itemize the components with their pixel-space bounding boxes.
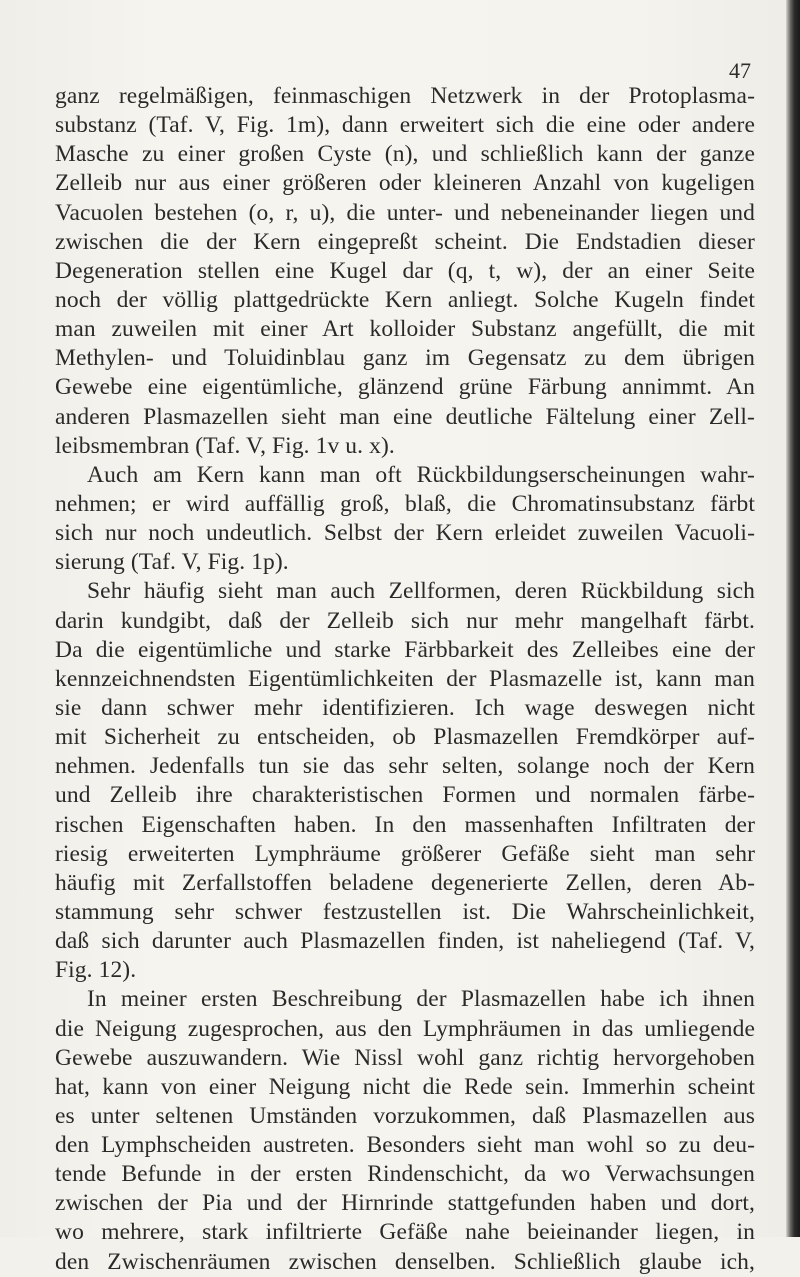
text-line: Vacuolen bestehen (o, r, u), die unter- und nebeneinander liegen und xyxy=(55,199,755,226)
text-line: nehmen. Jedenfalls tun sie das sehr selten, solange noch der Kern xyxy=(55,753,755,780)
text-line: Da die eigentümliche und starke Färbbarkeit des Zelleibes eine der xyxy=(55,636,755,663)
text-line: Zelleib nur aus einer größeren oder kleineren Anzahl von kugeligen xyxy=(55,170,755,197)
text-line: Degeneration stellen eine Kugel dar (q, t, w), der an einer Seite xyxy=(55,257,755,284)
body-text xyxy=(55,82,755,1277)
text-line: Masche zu einer großen Cyste (n), und schließlich kann der ganze xyxy=(55,141,755,168)
text-line: tende Befunde in der ersten Rindenschicht, da wo Verwachsungen xyxy=(55,1161,755,1188)
text-line: man zuweilen mit einer Art kolloider Substanz angefüllt, die mit xyxy=(55,316,755,343)
text-line: anderen Plasmazellen sieht man eine deutliche Fältelung einer Zell- xyxy=(55,403,755,430)
text-line: Fig. 12). xyxy=(55,957,137,984)
text-line: In meiner ersten Beschreibung der Plasmazellen habe ich ihnen xyxy=(87,986,755,1013)
page-number: 47 xyxy=(729,58,751,83)
text-line: rischen Eigenschaften haben. In den massenhaften Infiltraten der xyxy=(55,811,755,838)
text-line: nehmen; er wird auffällig groß, blaß, die Chromatinsubstanz färbt xyxy=(55,490,755,517)
text-line: den Lymphscheiden austreten. Besonders sieht man wohl so zu deu- xyxy=(55,1132,755,1159)
text-line: noch der völlig plattgedrückte Kern anliegt. Solche Kugeln findet xyxy=(55,286,755,313)
text-line: riesig erweiterten Lymphräume größerer Gefäße sieht man sehr xyxy=(55,840,755,867)
text-line: leibsmembran (Taf. V, Fig. 1v u. x). xyxy=(55,432,395,459)
text-line: hat, kann von einer Neigung nicht die Rede sein. Immerhin scheint xyxy=(55,1073,755,1100)
text-line: es unter seltenen Umständen vorzukommen, daß Plasmazellen aus xyxy=(55,1102,755,1129)
text-line: den Zwischenräumen zwischen denselben. Schließlich glaube ich, xyxy=(55,1248,755,1275)
text-line: die Neigung zugesprochen, aus den Lymphräumen in das umliegende xyxy=(55,1015,755,1042)
text-line: Sehr häufig sieht man auch Zellformen, deren Rückbildung sich xyxy=(87,578,755,605)
text-line: Auch am Kern kann man oft Rückbildungserscheinungen wahr- xyxy=(87,461,755,488)
text-line: häufig mit Zerfallstoffen beladene degenerierte Zellen, deren Ab- xyxy=(55,869,755,896)
page-edge-shadow xyxy=(786,0,800,1237)
text-line: darin kundgibt, daß der Zelleib sich nur mehr mangelhaft färbt. xyxy=(55,607,755,634)
text-line: stammung sehr schwer festzustellen ist. Die Wahrscheinlichkeit, xyxy=(55,898,755,925)
text-line: und Zelleib ihre charakteristischen Formen und normalen färbe- xyxy=(55,782,755,809)
text-line: kennzeichnendsten Eigentümlichkeiten der Plasmazelle ist, kann man xyxy=(55,665,755,692)
text-line: zwischen der Pia und der Hirnrinde stattgefunden haben und dort, xyxy=(55,1190,755,1217)
text-line: mit Sicherheit zu entscheiden, ob Plasmazellen Fremdkörper auf- xyxy=(55,724,755,751)
text-line: daß sich darunter auch Plasmazellen finden, ist naheliegend (Taf. V, xyxy=(55,928,755,955)
text-line: Methylen- und Toluidinblau ganz im Gegensatz zu dem übrigen xyxy=(55,345,755,372)
text-line: sich nur noch undeutlich. Selbst der Kern erleidet zuweilen Vacuoli- xyxy=(55,520,755,547)
text-line: Gewebe auszuwandern. Wie Nissl wohl ganz richtig hervorgehoben xyxy=(55,1044,755,1071)
text-line: sierung (Taf. V, Fig. 1p). xyxy=(55,549,289,576)
text-line: sie dann schwer mehr identifizieren. Ich wage deswegen nicht xyxy=(55,694,755,721)
text-line: substanz (Taf. V, Fig. 1m), dann erweitert sich die eine oder andere xyxy=(55,112,755,139)
text-line: zwischen die der Kern eingepreßt scheint. Die Endstadien dieser xyxy=(55,228,755,255)
text-line: wo mehrere, stark infiltrierte Gefäße nahe beieinander liegen, in xyxy=(55,1219,755,1246)
text-line: ganz regelmäßigen, feinmaschigen Netzwerk in der Protoplasma- xyxy=(55,83,755,109)
text-line: Gewebe eine eigentümliche, glänzend grüne Färbung annimmt. An xyxy=(55,374,755,401)
